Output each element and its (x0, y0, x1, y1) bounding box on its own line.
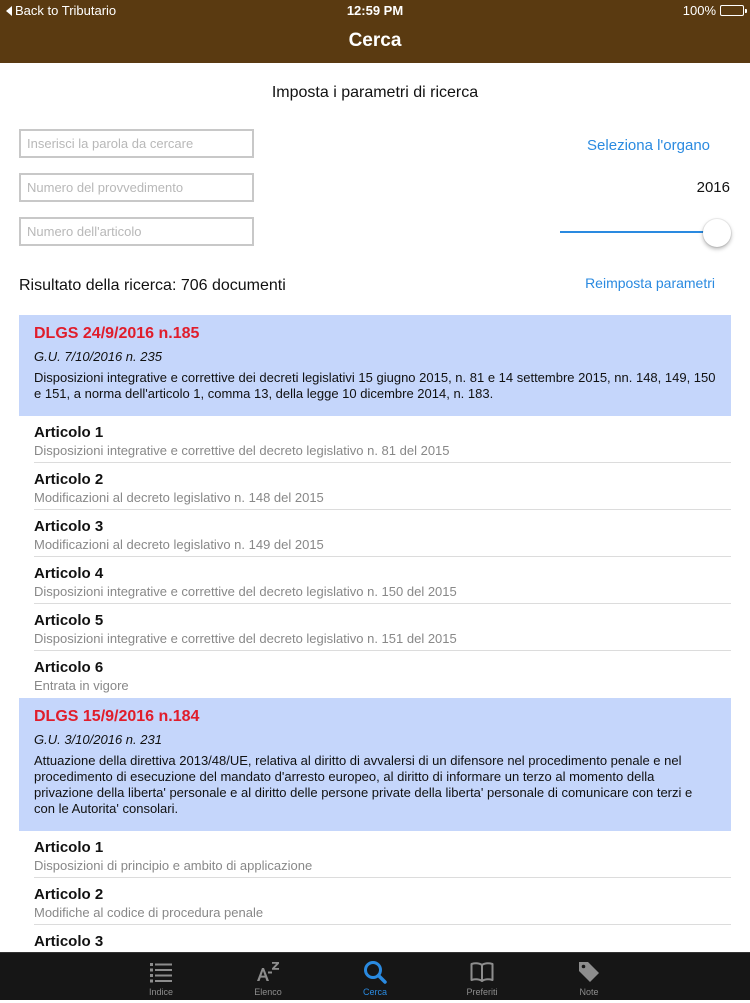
year-value: 2016 (696, 179, 730, 196)
article-title: Articolo 1 (34, 839, 104, 856)
law-header[interactable] (19, 698, 731, 831)
back-label: Back to Tributario (15, 3, 117, 18)
article-item[interactable] (19, 651, 731, 698)
tab-indice[interactable] (108, 953, 215, 1000)
article-item[interactable] (19, 878, 731, 925)
article-description: Disposizioni integrative e correttive del decreto legislativo n. 151 del 2015 (34, 631, 457, 646)
tab-label: Elenco (254, 987, 282, 997)
article-title: Articolo 2 (34, 886, 104, 903)
article-description: Modificazioni al decreto legislativo n. 149 del 2015 (34, 537, 324, 552)
article-description: Disposizioni integrative e correttive del decreto legislativo n. 150 del 2015 (34, 584, 457, 599)
list-icon (148, 959, 174, 985)
article-description: Modificazioni al decreto legislativo n. 148 del 2015 (34, 490, 324, 505)
law-gazette: G.U. 3/10/2016 n. 231 (34, 732, 162, 747)
reset-parameters-link[interactable]: Reimposta parametri (585, 275, 715, 291)
article-title: Articolo 2 (34, 471, 104, 488)
article-description: Entrata in vigore (34, 678, 129, 693)
tab-elenco[interactable] (215, 953, 322, 1000)
article-description: Modifiche al codice di procedura penale (34, 905, 264, 920)
tab-label: Indice (148, 987, 174, 997)
article-item[interactable] (19, 604, 731, 651)
article-description: Disposizioni di principio e ambito di applicazione (34, 858, 313, 873)
article-item[interactable] (19, 510, 731, 557)
law-header[interactable] (19, 315, 731, 416)
az-sort-icon (255, 959, 281, 985)
tag-icon (576, 959, 602, 985)
article-item[interactable] (19, 416, 731, 463)
slider-knob[interactable] (703, 219, 731, 247)
article-title: Articolo 4 (34, 565, 104, 582)
slider-track (560, 231, 717, 233)
law-description: Attuazione della direttiva 2013/48/UE, relativa al diritto di avvalersi di un difensore nel procedimento penale e nel procedimento di esecuzione del mandato d'arresto europeo, al diritto di informare un terzo al momento della privazione della liberta' personale e al diritto delle persone private della liberta' personale di comunicare con terzi e con le Autorita' consolari. (34, 753, 693, 816)
article-item[interactable] (19, 557, 731, 604)
article-title: Articolo 1 (34, 424, 104, 441)
battery-indicator (683, 3, 744, 18)
article-item[interactable] (19, 831, 731, 878)
article-title: Articolo 5 (34, 612, 104, 629)
law-title: DLGS 24/9/2016 n.185 (34, 325, 200, 342)
article-title: Articolo 6 (34, 659, 104, 676)
status-bar (0, 0, 750, 22)
law-description: Disposizioni integrative e correttive dei decreti legislativi 15 giugno 2015, n. 81 e 14 settembre 2015, nn. 148, 149, 150 e 151, a norma dell'articolo 1, comma 13, della legge 10 dicembre 2014, n. 183. (34, 370, 716, 401)
status-time: 12:59 PM (346, 3, 404, 18)
article-number-input[interactable] (19, 217, 254, 246)
law-gazette: G.U. 7/10/2016 n. 235 (34, 349, 162, 364)
tab-label: Preferiti (466, 987, 498, 997)
tab-preferiti[interactable] (429, 953, 536, 1000)
year-slider[interactable] (560, 218, 731, 248)
results-list[interactable] (19, 315, 731, 952)
page-title: Cerca (348, 30, 402, 51)
search-word-input[interactable] (19, 129, 254, 158)
search-icon (362, 959, 388, 985)
search-heading: Imposta i parametri di ricerca (271, 84, 479, 101)
battery-icon (720, 5, 744, 16)
provvedimento-number-input[interactable] (19, 173, 254, 202)
tab-note[interactable] (536, 953, 643, 1000)
battery-percent: 100% (682, 3, 716, 18)
article-item[interactable] (19, 463, 731, 510)
article-title: Articolo 3 (34, 518, 104, 535)
law-title: DLGS 15/9/2016 n.184 (34, 708, 200, 725)
select-organo-link[interactable]: Seleziona l'organo (587, 137, 710, 154)
navigation-bar (0, 0, 750, 63)
article-title: Articolo 3 (34, 933, 104, 950)
tab-label: Note (579, 987, 599, 997)
article-description: Disposizioni integrative e correttive del decreto legislativo n. 81 del 2015 (34, 443, 450, 458)
result-count: Risultato della ricerca: 706 documenti (19, 277, 286, 294)
tab-bar (0, 952, 750, 1000)
tab-cerca[interactable] (322, 953, 429, 1000)
tab-label: Cerca (362, 987, 387, 997)
book-icon (469, 959, 495, 985)
